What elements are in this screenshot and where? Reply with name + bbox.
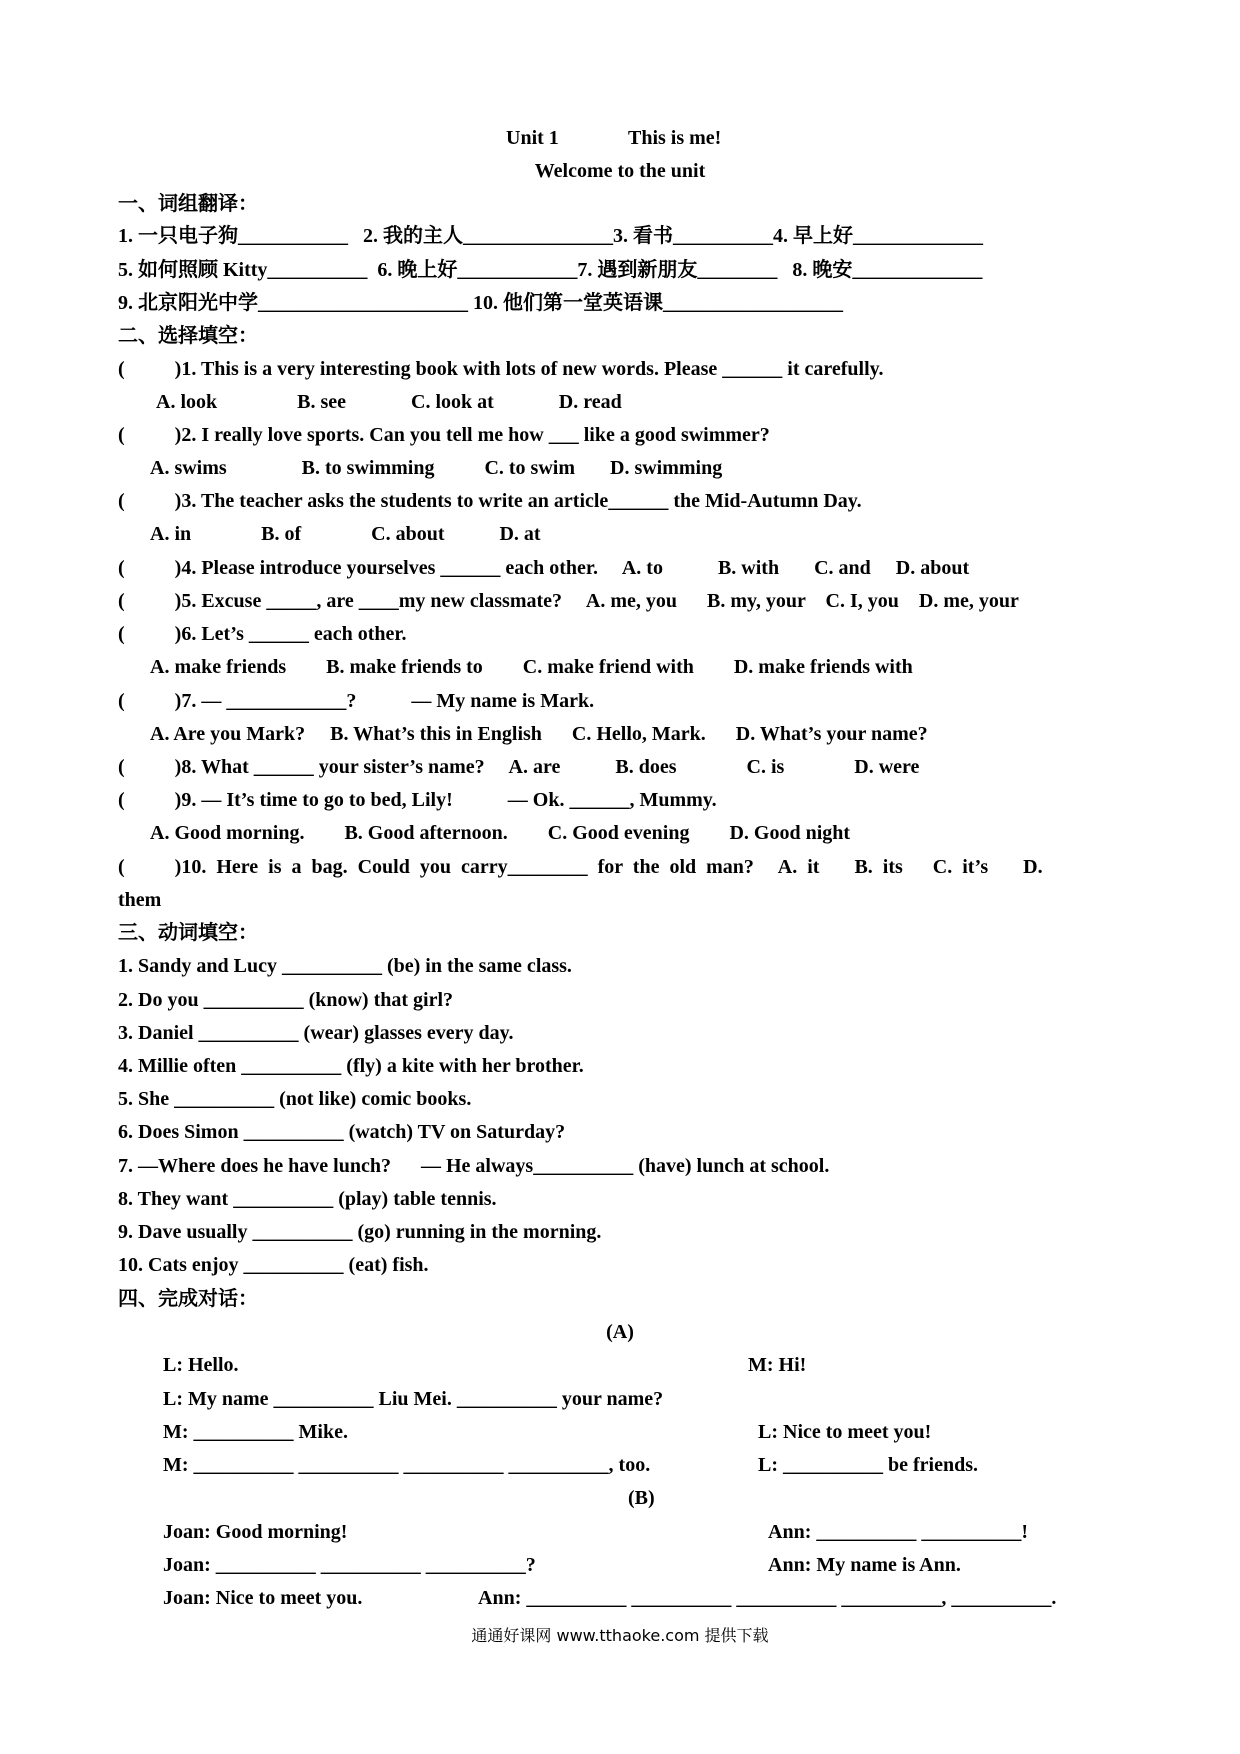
question-line: ( )1. This is a very interesting book with lots of new words. Please ______ it carefully. [118, 358, 884, 380]
question-line: ( )10. Here is a bag. Could you carry________ for the old man? A. it B. its C. it’s D. [118, 856, 1043, 878]
question-line: ( )2. I really love sports. Can you tell me how ___ like a good swimmer? [118, 424, 770, 446]
dialogue-line: Ann: __________ __________ __________ __________, __________. [478, 1587, 1057, 1609]
dialogue-line: L: Hello. [163, 1354, 239, 1376]
question-line: ( )5. Excuse _____, are ____my new classmate? A. me, you B. my, your C. I, you D. me, your [118, 590, 1019, 612]
dialogue-line: M: Hi! [748, 1354, 807, 1376]
question-line: ( )9. — It’s time to go to bed, Lily! — Ok. ______, Mummy. [118, 789, 717, 811]
section-heading: 四、完成对话： [118, 1288, 258, 1310]
verb-line: 8. They want __________ (play) table tennis. [118, 1188, 497, 1210]
dialogue-line: Joan: __________ __________ __________? [163, 1554, 536, 1576]
verb-line: 10. Cats enjoy __________ (eat) fish. [118, 1254, 429, 1276]
question-line: ( )6. Let’s ______ each other. [118, 623, 407, 645]
phrase-line: 5. 如何照顾 Kitty__________ 6. 晚上好____________7. 遇到新朋友________ 8. 晚安_____________ [118, 259, 983, 281]
options-line: A. swims B. to swimming C. to swim D. swimming [150, 457, 723, 479]
question-line: ( )4. Please introduce yourselves ______ each other. A. to B. with C. and D. about [118, 557, 970, 579]
dialogue-b-label: (B) [628, 1487, 655, 1509]
options-line: A. look B. see C. look at D. read [156, 391, 622, 413]
options-line: A. Are you Mark? B. What’s this in English C. Hello, Mark. D. What’s your name? [150, 723, 928, 745]
dialogue-line: L: __________ be friends. [758, 1454, 978, 1476]
options-line: A. Good morning. B. Good afternoon. C. Good evening D. Good night [150, 822, 851, 844]
verb-line: 1. Sandy and Lucy __________ (be) in the same class. [118, 955, 572, 977]
question-line: ( )7. — ____________? — My name is Mark. [118, 690, 595, 712]
verb-line: 6. Does Simon __________ (watch) TV on Saturday? [118, 1121, 566, 1143]
question-line: ( )3. The teacher asks the students to write an article______ the Mid-Autumn Day. [118, 490, 862, 512]
dialogue-line: Joan: Good morning! [163, 1521, 348, 1543]
verb-line: 9. Dave usually __________ (go) running in the morning. [118, 1221, 602, 1243]
footer-source: 通通好课网 www.tthaoke.com 提供下载 [471, 1626, 769, 1645]
dialogue-line: M: __________ __________ __________ __________, too. [163, 1454, 651, 1476]
verb-line: 2. Do you __________ (know) that girl? [118, 989, 454, 1011]
section-heading: 二、选择填空： [118, 325, 258, 347]
section-heading: 一、词组翻译： [118, 193, 258, 215]
options-line: A. make friends B. make friends to C. make friend with D. make friends with [150, 656, 913, 678]
phrase-line: 9. 北京阳光中学_____________________ 10. 他们第一堂英语课__________________ [118, 292, 843, 314]
dialogue-line: L: Nice to meet you! [758, 1421, 932, 1443]
section-heading: 三、动词填空： [118, 922, 258, 944]
verb-line: 5. She __________ (not like) comic books. [118, 1088, 472, 1110]
dialogue-line: Ann: __________ __________! [768, 1521, 1029, 1543]
unit-label: Unit 1 [506, 127, 559, 149]
verb-line: 4. Millie often __________ (fly) a kite with her brother. [118, 1055, 584, 1077]
verb-line: 3. Daniel __________ (wear) glasses every day. [118, 1022, 514, 1044]
phrase-line: 1. 一只电子狗___________ 2. 我的主人_______________3. 看书__________4. 早上好_____________ [118, 225, 983, 247]
dialogue-line: L: My name __________ Liu Mei. __________ your name? [163, 1388, 664, 1410]
dialogue-line: Joan: Nice to meet you. [163, 1587, 363, 1609]
unit-topic: This is me! [628, 127, 722, 149]
dialogue-a-label: (A) [606, 1321, 634, 1343]
dialogue-line: Ann: My name is Ann. [768, 1554, 961, 1576]
verb-line: 7. —Where does he have lunch? — He always__________ (have) lunch at school. [118, 1155, 830, 1177]
options-line: A. in B. of C. about D. at [150, 523, 541, 545]
question-line: ( )8. What ______ your sister’s name? A. are B. does C. is D. were [118, 756, 920, 778]
dialogue-line: M: __________ Mike. [163, 1421, 348, 1443]
question-line-continued: them [118, 889, 162, 911]
page-subtitle: Welcome to the unit [534, 160, 706, 182]
